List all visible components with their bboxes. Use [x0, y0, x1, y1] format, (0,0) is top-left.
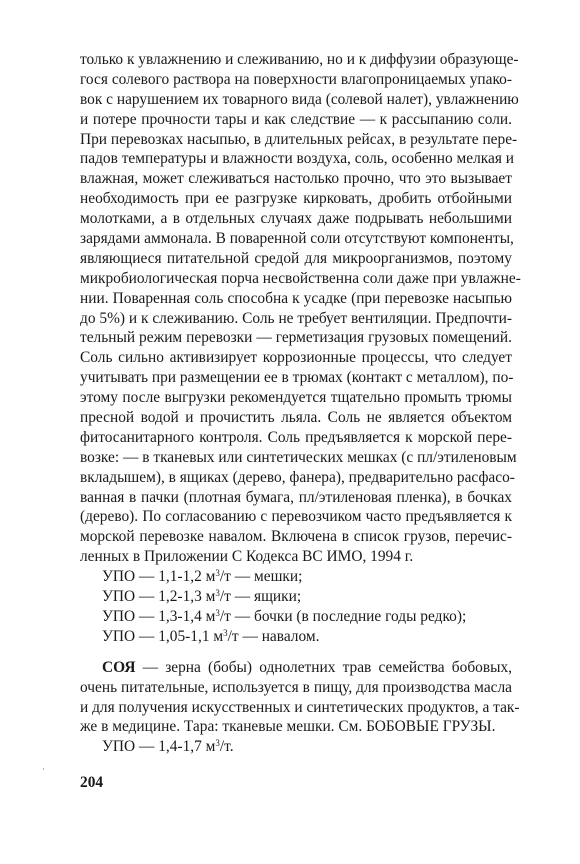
text-line: до 5%) и к слеживанию. Соль не требует вентиляции. Предпочти- — [80, 309, 512, 327]
text-line: молотками, а в отдельных случаях даже подрывать небольшими — [80, 210, 512, 228]
scan-speck — [43, 768, 44, 770]
text-line: падов температуры и влажности воздуха, соль, особенно мелкая и — [80, 150, 515, 168]
page-text — [80, 50, 521, 757]
upo-prefix: УПО — 1,05-1,1 м — [102, 627, 224, 645]
text-line: ленных в Приложении С Кодекса ВС ИМО, 1994 г. — [80, 548, 414, 566]
entry-definition-start: — зерна (бобы) однолетних трав семейства бобовых, — [135, 658, 512, 676]
upo-line — [80, 587, 512, 607]
entry-term: СОЯ — [102, 658, 136, 676]
text-line — [80, 658, 512, 678]
upo-prefix: УПО — 1,3-1,4 м — [102, 607, 216, 625]
text-line: Соль сильно активизирует коррозионные процессы, что следует — [80, 349, 512, 367]
upo-prefix: УПО — 1,2-1,3 м — [102, 588, 216, 606]
text-line: же в медицине. Тара: тканевые мешки. См. БОБОВЫЕ ГРУЗЫ. — [80, 718, 496, 736]
text-line: (дерево). По согласованию с перевозчиком часто предъявляется к — [80, 508, 512, 526]
text-line: нии. Поваренная соль способна к усадке (при перевозке насыпью — [80, 289, 512, 307]
upo-exponent: 3 — [223, 627, 228, 638]
text-line: ванная в пачки (плотная бумага, пл/этиленовая пленка), в бочках — [80, 488, 512, 506]
upo-suffix: /т — бочки (в последние годы редко); — [219, 607, 467, 625]
text-line: возке: — в тканевых или синтетических мешках (с пл/этиленовым — [80, 448, 517, 466]
upo-prefix: УПО — 1,4-1,7 м — [102, 738, 216, 756]
upo-line — [80, 737, 512, 757]
text-line: зарядами аммонала. В поваренной соли отсутствуют компоненты, — [80, 230, 514, 248]
text-line: вок с нарушением их товарного вида (солевой налет), увлажнению — [80, 90, 519, 108]
text-line: необходимость при ее разгрузке кирковать, дробить отбойными — [80, 190, 512, 208]
upo-line — [80, 607, 512, 627]
upo-suffix: /т — мешки; — [219, 568, 303, 586]
text-line: При перевозках насыпью, в длительных рейсах, в результате пере- — [80, 130, 518, 148]
upo-suffix: /т — ящики; — [219, 588, 302, 606]
text-line: фитосанитарного контроля. Соль предъявляется к морской пере- — [80, 428, 512, 446]
text-line: пресной водой и прочистить льяла. Соль не является объектом — [80, 409, 512, 427]
text-line: очень питательные, используется в пищу, для производства масла — [80, 678, 512, 696]
text-line: вкладышем), в ящиках (дерево, фанера), предварительно расфасо- — [80, 468, 515, 486]
text-line: тельный режим перевозки — герметизация грузовых помещений. — [80, 329, 512, 347]
upo-prefix: УПО — 1,1-1,2 м — [102, 568, 216, 586]
text-line: учитывать при размещении ее в трюмах (контакт с металлом), по- — [80, 369, 514, 387]
upo-exponent: 3 — [215, 568, 220, 579]
entry-spacer — [80, 647, 512, 658]
text-line: и для получения искусственных и синтетических продуктов, а так- — [80, 698, 520, 716]
text-line: и потере прочности тары и как следствие — к рассыпанию соли. — [80, 110, 512, 128]
text-line: гося солевого раствора на поверхности влагопроницаемых упако- — [80, 70, 512, 88]
text-line: микробиологическая порча несвойственна соли даже при увлажне- — [80, 269, 521, 287]
salt-upo-list — [80, 567, 512, 647]
page-number: 204 — [80, 774, 104, 791]
upo-exponent: 3 — [215, 607, 220, 618]
text-line: являющиеся питательной средой для микроорганизмов, поэтому — [80, 249, 512, 267]
upo-suffix: /т. — [219, 738, 234, 756]
upo-exponent: 3 — [215, 588, 220, 599]
soy-entry — [80, 658, 520, 757]
text-line: только к увлажнению и слеживанию, но и к диффузии образующе- — [80, 51, 519, 68]
upo-suffix: /т — навалом. — [227, 627, 320, 645]
text-line: этому после выгрузки рекомендуется тщательно промыть трюмы — [80, 389, 512, 407]
text-line: морской перевозке навалом. Включена в список грузов, перечис- — [80, 528, 512, 546]
salt-paragraph — [80, 50, 521, 567]
upo-exponent: 3 — [215, 738, 220, 749]
text-line: влажная, может слеживаться настолько прочно, что это вызывает — [80, 170, 512, 188]
upo-line — [80, 627, 512, 647]
upo-line — [80, 567, 512, 587]
